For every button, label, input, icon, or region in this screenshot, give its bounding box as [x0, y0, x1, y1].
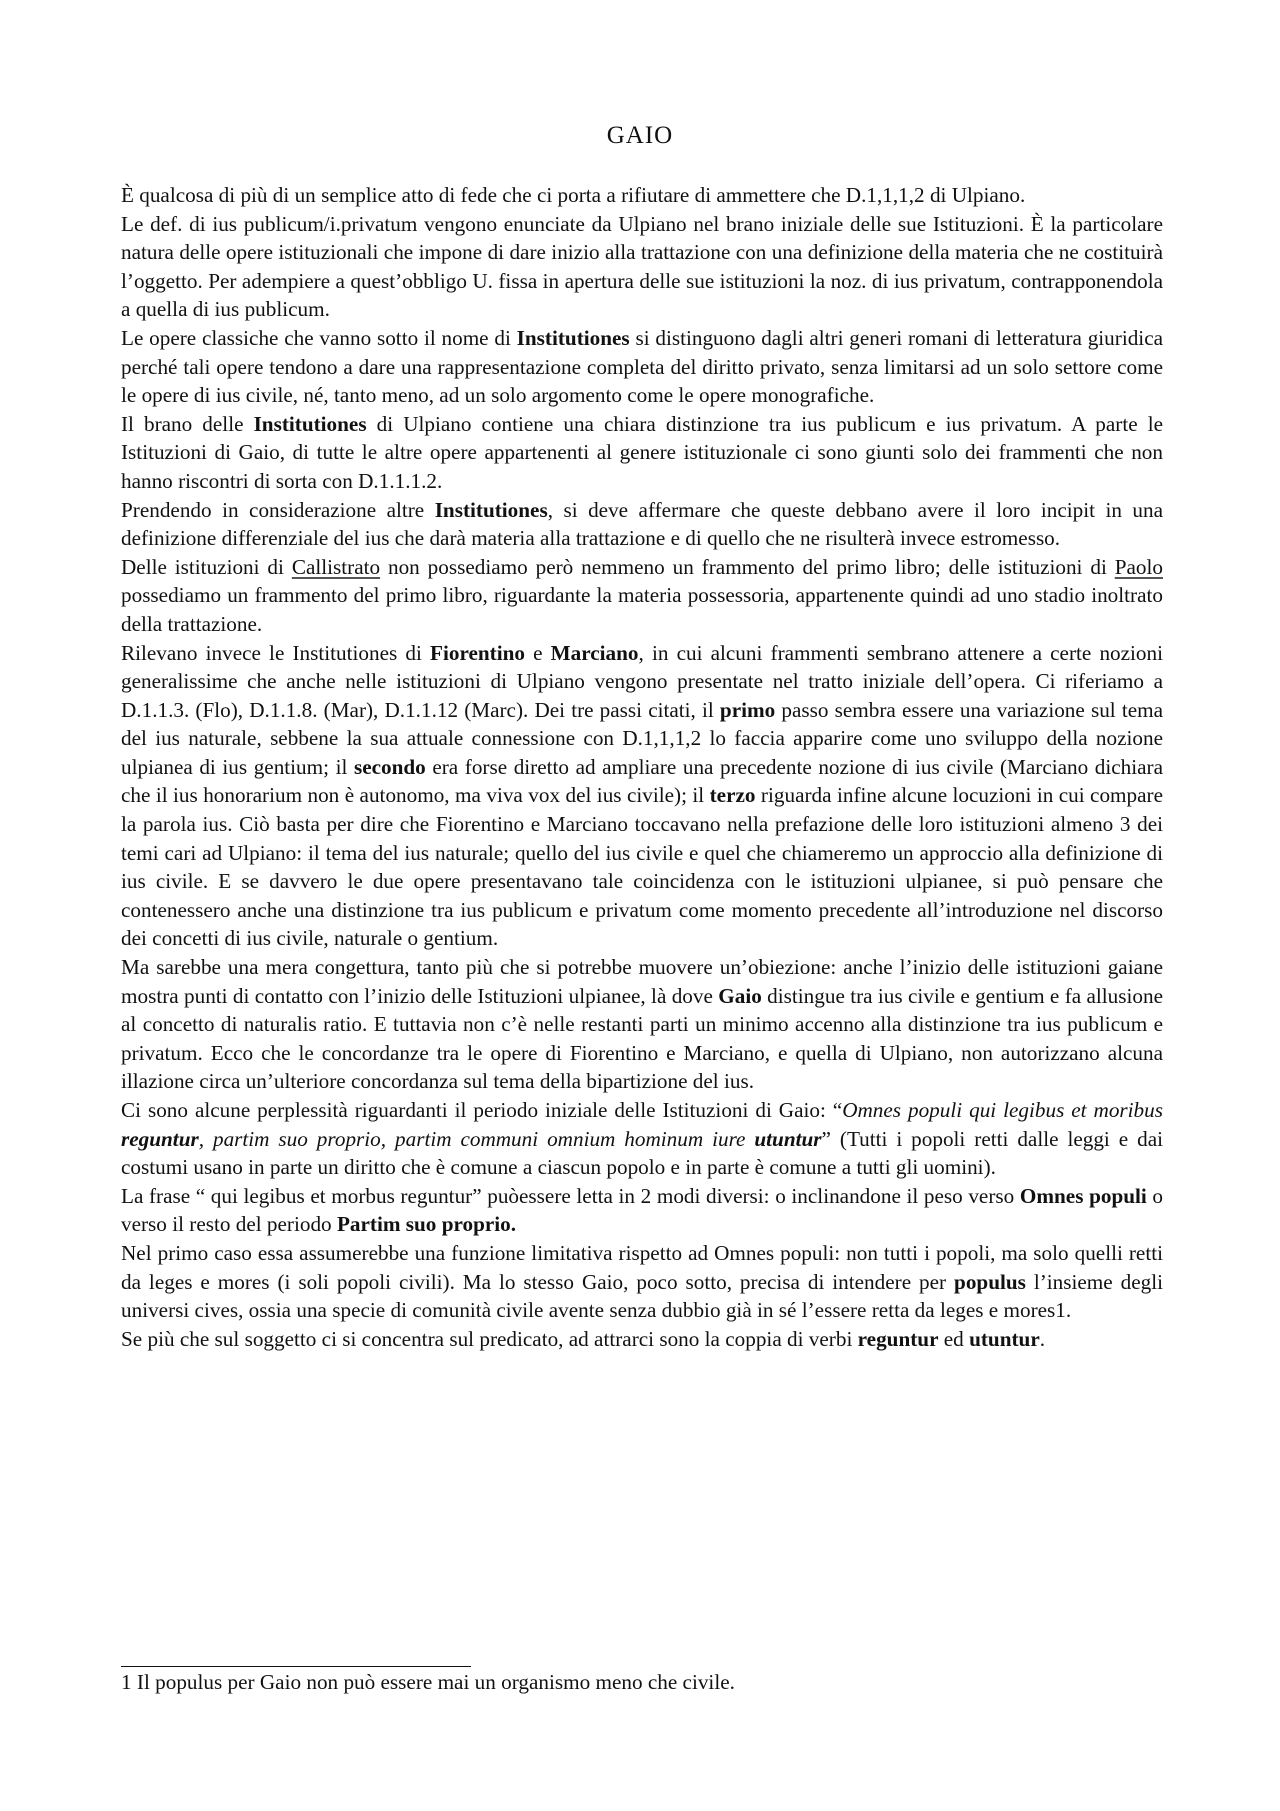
paragraph	[121, 639, 1163, 954]
bold-run: Institutiones	[253, 411, 367, 436]
bold-run: primo	[719, 697, 776, 722]
paragraph	[121, 324, 1163, 410]
paragraph	[121, 1182, 1163, 1239]
text-run: Le def. di ius publicum/i.privatum vengono enunciate da Ulpiano nel brano iniziale delle sue Istituzioni. È la particolare natura delle opere istituzionali che impone di dare inizio alla trattazione con una definizione della materia che ne costituirà l’oggetto. Per adempiere a quest’obbligo U. fissa in apertura delle sue istituzioni la noz. di ius privatum, contrapponendola a quella di ius publicum.	[121, 211, 1163, 322]
bold-run: Institutiones	[516, 325, 630, 350]
paragraph	[121, 210, 1163, 324]
text-run: riguarda infine alcune locuzioni in cui compare la parola ius. Ciò basta per dire che Fiorentino e Marciano toccavano nella prefazione delle loro istituzioni almeno 3 dei temi cari ad Ulpiano: il tema del ius naturale; quello del ius civile e quel che chiameremo un approccio alla definizione di ius civile. E se davvero le due opere presentavano tale coincidenza con le istituzioni ulpianee, si può pensare che contenessero anche una distinzione tra ius publicum e privatum come momento precedente all’introduzione nel discorso dei concetti di ius civile, naturale o gentium.	[121, 783, 1163, 951]
text-run: 1 Il populus per Gaio non può essere mai un organismo meno che civile.	[121, 1670, 735, 1694]
text-run: , si deve affermare che queste debbano avere il loro incipit in una definizione differenziale del ius che darà materia alla trattazione e di quello che ne risulterà invece estromesso.	[121, 497, 1164, 551]
italic-run: , partim suo proprio, partim communi omnium hominum iure	[198, 1126, 755, 1151]
footnote	[121, 1668, 1163, 1696]
paragraph	[121, 410, 1163, 496]
text-run: , in cui alcuni frammenti sembrano attenere a certe nozioni generalissime che anche nelle istituzioni di Ulpiano vengono presentate nel tratto iniziale dell’opera. Ci riferiamo a D.1.1.3. (Flo), D.1.1.8. (Mar), D.1.1.12 (Marc). Dei tre passi citati, il	[121, 640, 1163, 722]
text-run: È qualcosa di più di un semplice atto di fede che ci porta a rifiutare di ammettere che D.1,1,1,2 di Ulpiano.	[121, 183, 1026, 207]
text-run: Rilevano invece le Institutiones di	[121, 640, 431, 665]
paragraph	[121, 1325, 1163, 1354]
bold-run: Partim suo proprio.	[336, 1212, 517, 1237]
text-run: passo sembra essere una variazione sul tema del ius naturale, sebbene la sua attuale connessione con D.1,1,1,2 lo faccia apparire come uno sviluppo della nozione ulpianea di ius gentium; il	[121, 697, 1163, 779]
text-run: Ma sarebbe una mera congettura, tanto più che si potrebbe muovere un’obiezione: anche l’inizio delle istituzioni gaiane mostra punti di contatto con l’inizio delle Istituzioni ulpianee, là dove	[121, 955, 1163, 1008]
text-run: si distinguono dagli altri generi romani di letteratura giuridica perché tali opere tendono a dare una rappresentazione completa del diritto privato, senza limitarsi ad un solo settore come le opere di ius civile, né, tanto meno, ad un solo argomento come le opere monografiche.	[121, 325, 1163, 408]
bold-run: Gaio	[718, 983, 762, 1008]
italic-run: utuntur	[754, 1126, 822, 1151]
footnote-separator	[121, 1666, 471, 1667]
bold-run: reguntur	[857, 1326, 939, 1351]
bold-italic-run	[754, 1127, 821, 1151]
paragraph	[121, 1239, 1163, 1325]
text-run: non possediamo però nemmeno un frammento del primo libro; delle istituzioni di	[380, 554, 1115, 579]
text-run: Se più che sul soggetto ci si concentra sul predicato, ad attrarci sono la coppia di verbi	[121, 1326, 858, 1351]
text-run: l’insieme degli universi cives, ossia una specie di comunità civile avente senza dubbio già in sé l’essere retta da leges e mores1.	[121, 1269, 1163, 1323]
document-body	[121, 181, 1163, 1353]
text-run: di Ulpiano contiene una chiara distinzione tra ius publicum e ius privatum. A parte le Istituzioni di Gaio, di tutte le altre opere appartenenti al genere istituzionale ci sono giunti solo dei frammenti che non hanno riscontri di sorta con D.1.1.1.2.	[121, 411, 1163, 493]
text-run: ” (Tutti i popoli retti dalle leggi e dai costumi usano in parte un diritto che è comune a ciascun popolo e in parte è comune a tutti gli uomini).	[121, 1126, 1163, 1180]
text-run: Ci sono alcune perplessità riguardanti il periodo iniziale delle Istituzioni di Gaio: “	[121, 1098, 843, 1122]
paragraph	[121, 953, 1163, 1096]
text-run: distingue tra ius civile e gentium e fa allusione al concetto di naturalis ratio. E tuttavia non c’è nelle restanti parti un minimo accenno alla distinzione tra ius publicum e privatum. Ecco che le concordanze tra le opere di Fiorentino e Marciano, e quella di Ulpiano, non autorizzano alcuna illazione circa un’ulteriore concordanza sul tema della bipartizione del ius.	[121, 983, 1163, 1094]
text-run: Le opere classiche che vanno sotto il nome di	[121, 325, 517, 350]
document-title: GAIO	[606, 122, 674, 149]
text-run: Delle istituzioni di	[121, 554, 292, 579]
italic-run: Omnes populi qui legibus et moribus	[842, 1098, 1163, 1122]
bold-run: Marciano	[550, 640, 639, 665]
bold-run: utuntur	[969, 1326, 1040, 1351]
underlined-run: Callistrato	[291, 554, 381, 579]
text-run: Prendendo in considerazione altre	[121, 497, 435, 522]
text-run: o verso il resto del periodo	[121, 1183, 1164, 1237]
text-run: ed	[938, 1326, 970, 1351]
bold-run: terzo	[709, 783, 756, 808]
text-run: Il brano delle	[121, 411, 254, 436]
paragraph	[121, 553, 1163, 639]
text-run: e	[524, 640, 551, 665]
paragraph	[121, 496, 1163, 553]
bold-run: Omnes populi	[1019, 1183, 1147, 1208]
text-run: era forse diretto ad ampliare una precedente nozione di ius civile (Marciano dichiara che il ius honorarium non è autonomo, ma viva vox del ius civile); il	[121, 754, 1163, 808]
bold-run: Fiorentino	[430, 640, 525, 665]
bold-run: populus	[954, 1269, 1026, 1294]
bold-run: Institutiones	[434, 497, 548, 522]
paragraph	[121, 1096, 1163, 1182]
text-run: La frase “ qui legibus et morbus reguntur” puòessere letta in 2 modi diversi: o inclinandone il peso verso	[121, 1183, 1020, 1208]
underlined-run: Paolo	[1114, 554, 1163, 579]
italic-run: reguntur	[121, 1126, 199, 1151]
text-run: possediamo un frammento del primo libro, riguardante la materia possessoria, appartenente quindi ad uno stadio inoltrato della trattazione.	[121, 583, 1163, 636]
text-run: .	[1039, 1326, 1046, 1351]
bold-italic-run	[121, 1127, 199, 1151]
bold-run: secondo	[353, 754, 426, 779]
text-run: Nel primo caso essa assumerebbe una funzione limitativa rispetto ad Omnes populi: non tutti i popoli, ma solo quelli retti da leges e mores (i soli popoli civili). Ma lo stesso Gaio, poco sotto, precisa di intendere per	[121, 1240, 1163, 1294]
paragraph	[121, 181, 1163, 210]
